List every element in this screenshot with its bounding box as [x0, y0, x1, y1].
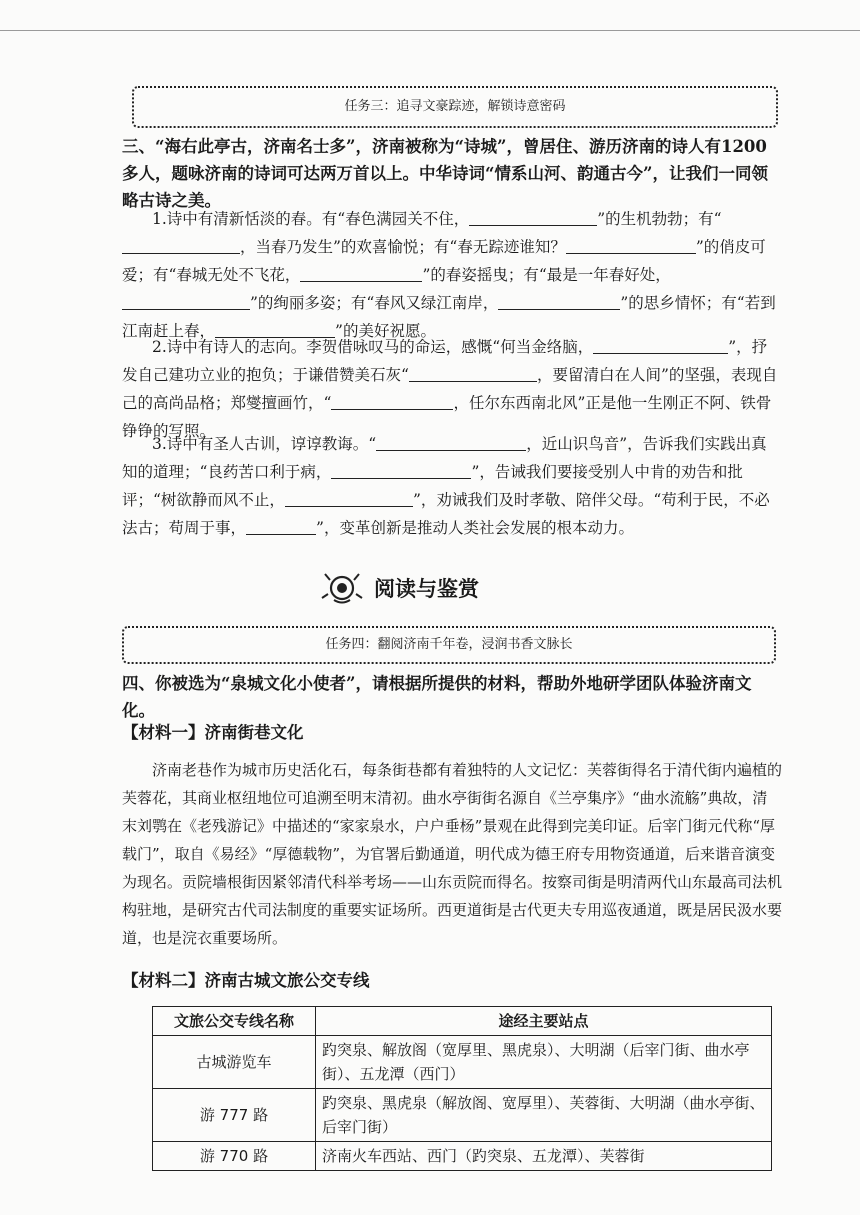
text-segment: ”的生机勃勃；有“ [597, 210, 722, 228]
text-segment: ”的绚丽多姿；有“春风又绿江南岸， [250, 294, 499, 312]
answer-blank[interactable] [409, 366, 537, 383]
task4-banner [122, 626, 776, 664]
task3-banner [132, 86, 778, 128]
text-segment: ”，抒发自己建功立业的抱负；于谦借赞美石灰“ [122, 338, 768, 384]
answer-blank[interactable] [469, 210, 597, 227]
task4-title: 任务四：翻阅济南千年卷，浸润书香文脉长 [325, 637, 573, 652]
answer-blank[interactable] [593, 338, 728, 355]
answer-blank[interactable] [122, 294, 250, 311]
text-segment: ”，劝诫我们及时孝敬、陪伴父母。“苟利于民，不必法古；苟周于事， [122, 491, 770, 537]
answer-blank[interactable] [376, 435, 526, 452]
book-ornament-icon [320, 570, 364, 606]
text-segment: ，当春乃发生”的欢喜愉悦；有“春无踪迹谁知？ [240, 238, 566, 256]
bus-route-table [152, 1006, 772, 1171]
table-row [153, 1036, 772, 1089]
route-stops-cell: 趵突泉、解放阁（宽厚里、黑虎泉）、大明湖（后宰门街、曲水亭街）、五龙潭（西门） [316, 1036, 772, 1089]
text-segment: ”的思乡情怀；有“若到江南赶上春， [122, 294, 776, 340]
text-segment: ，近山识鸟音”，告诉我们实践出真知的道理；“良药苦口利于病， [122, 435, 767, 481]
question3-part2 [122, 333, 782, 445]
task3-title: 任务三：追寻文豪踪迹，解锁诗意密码 [344, 99, 566, 114]
text-segment: ”的美好祝愿。 [335, 322, 436, 340]
route-name-cell: 游 777 路 [153, 1089, 316, 1142]
question4-intro: 四、你被选为“泉城文化小使者”，请根据所提供的材料，帮助外地研学团队体验济南文化。 [122, 674, 752, 720]
section-heading [320, 568, 600, 608]
text-segment: ，要留清白在人间”的坚强，表现自己的高尚品格；郑燮擅画竹，“ [122, 366, 778, 412]
text-segment: ”，变革创新是推动人类社会发展的根本动力。 [316, 519, 634, 537]
answer-blank[interactable] [285, 491, 413, 508]
table-header-row [153, 1007, 772, 1036]
table-header-cell: 文旅公交专线名称 [153, 1007, 316, 1036]
answer-blank[interactable] [331, 463, 471, 480]
text-segment: 3.诗中有圣人古训，谆谆教诲。“ [152, 435, 377, 453]
table-row [153, 1089, 772, 1142]
answer-blank[interactable] [300, 266, 422, 283]
route-name-cell: 游 770 路 [153, 1142, 316, 1171]
text-segment: ”，告诫我们要接受别人中肯的劝告和批评；“树欲静而风不止， [122, 463, 743, 509]
table-header-cell: 途经主要站点 [316, 1007, 772, 1036]
answer-blank[interactable] [122, 238, 240, 255]
text-segment: 2.诗中有诗人的志向。李贺借咏叹马的命运，感慨“何当金络脑， [152, 338, 594, 356]
text-segment: ，任尔东西南北风”正是他一生刚正不阿、铁骨铮铮的写照。 [122, 394, 772, 440]
route-name-cell: 古城游览车 [153, 1036, 316, 1089]
answer-blank[interactable] [498, 294, 620, 311]
table-row [153, 1142, 772, 1171]
question3-part1 [122, 205, 782, 345]
section-title: 阅读与鉴赏 [374, 577, 479, 601]
answer-blank[interactable] [246, 519, 316, 536]
page-top-rule [0, 30, 860, 31]
text-segment: 1.诗中有清新恬淡的春。有“春色满园关不住， [152, 210, 470, 228]
text-segment: ”的春姿摇曳；有“最是一年春好处， [422, 266, 671, 284]
text-segment: ”的俏皮可爱；有“春城无处不飞花， [122, 238, 766, 284]
route-stops-cell: 趵突泉、黑虎泉（解放阁、宽厚里）、芙蓉街、大明湖（曲水亭街、后宰门街） [316, 1089, 772, 1142]
material1-body: 济南老巷作为城市历史活化石，每条街巷都有着独特的人文记忆：芙蓉街得名于清代街内遍植的芙蓉花，其商业枢纽地位可追溯至明末清初。曲水亭街街名源自《兰亭集序》“曲水流觞”典故，清末刘鹗在《老残游记》中描述的“家家泉水，户户垂杨”景观在此得到完美印证。后宰门街元代称“厚载门”，取自《易经》“厚德载物”，为官署后勤通道，明代成为德王府专用物资通道，后来谐音演变为现名。贡院墙根街因紧邻清代科举考场——山东贡院而得名。按察司街是明清两代山东最高司法机构驻地，是研究古代司法制度的重要实证场所。西更道街是古代更夫专用巡夜通道，既是居民汲水要道，也是浣衣重要场所。 [122, 761, 783, 947]
question3-part3 [122, 430, 782, 542]
question3-intro: 三、“海右此亭古，济南名士多”，济南被称为“诗城”，曾居住、游历济南的诗人有1200多人，题咏济南的诗词可达两万首以上。中华诗词“情系山河、韵通古今”，让我们一同领略古诗之美。 [122, 137, 768, 210]
material1-title: 【材料一】济南街巷文化 [122, 723, 304, 742]
answer-blank[interactable] [566, 238, 696, 255]
material2-title: 【材料二】济南古城文旅公交专线 [122, 971, 370, 990]
answer-blank[interactable] [331, 394, 453, 411]
route-stops-cell: 济南火车西站、西门（趵突泉、五龙潭）、芙蓉街 [316, 1142, 772, 1171]
